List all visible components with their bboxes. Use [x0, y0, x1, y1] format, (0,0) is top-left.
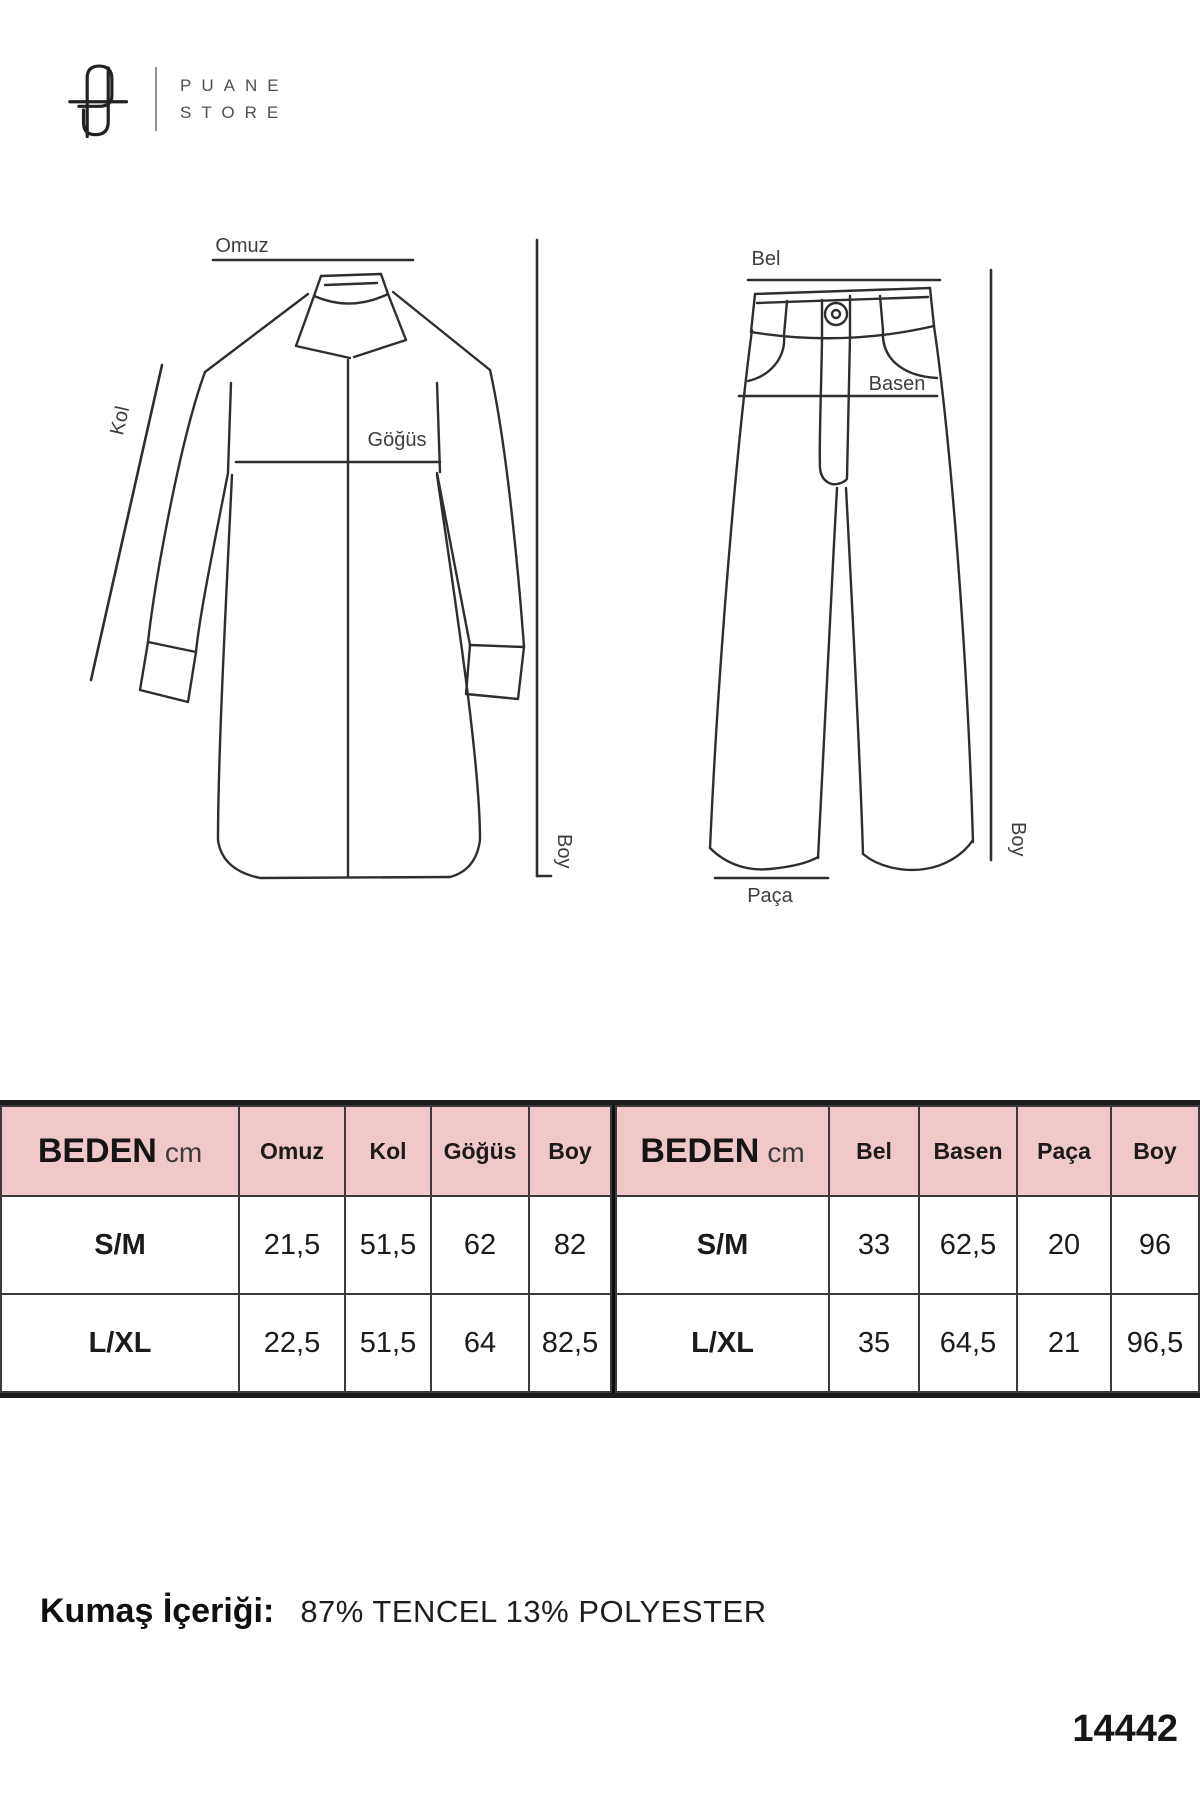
value-cell: 21 — [1017, 1294, 1111, 1392]
fabric-content-label: Kumaş İçeriği: — [40, 1592, 275, 1630]
shirt-outline — [140, 274, 524, 878]
pants-col-boy: Boy — [1111, 1106, 1199, 1196]
pants-size-header-cell — [616, 1106, 829, 1196]
value-cell: 96 — [1111, 1196, 1199, 1294]
value-cell: 35 — [829, 1294, 919, 1392]
shirt-gogus-label: Göğüs — [367, 429, 427, 451]
value-cell: 64 — [431, 1294, 529, 1392]
size-label: S/M — [1, 1196, 239, 1294]
pants-outline — [710, 288, 973, 870]
pants-bel-label: Bel — [751, 248, 781, 270]
brand-name-line1: PUANE — [180, 76, 289, 95]
shirt-col-boy: Boy — [529, 1106, 611, 1196]
value-cell: 22,5 — [239, 1294, 345, 1392]
value-cell: 33 — [829, 1196, 919, 1294]
pants-col-basen: Basen — [919, 1106, 1017, 1196]
product-code: 14442 — [1072, 1708, 1178, 1750]
shirt-boy-label: Boy — [553, 834, 575, 869]
pants-measure-lines — [715, 270, 991, 878]
brand-name-line2: STORE — [180, 103, 289, 122]
fabric-content — [40, 1592, 767, 1631]
brand-logo — [68, 56, 289, 142]
size-tables — [0, 1100, 1200, 1398]
pants-paca-label: Paça — [747, 885, 793, 907]
shirt-omuz-label: Omuz — [215, 235, 269, 257]
value-cell: 82 — [529, 1196, 611, 1294]
value-cell: 64,5 — [919, 1294, 1017, 1392]
pants-row-sm — [616, 1196, 1199, 1294]
value-cell: 82,5 — [529, 1294, 611, 1392]
value-cell: 96,5 — [1111, 1294, 1199, 1392]
shirt-col-gogus: Göğüs — [431, 1106, 529, 1196]
value-cell: 51,5 — [345, 1294, 431, 1392]
value-cell: 51,5 — [345, 1196, 431, 1294]
fabric-content-value: 87% TENCEL 13% POLYESTER — [300, 1594, 767, 1629]
cm-label: cm — [767, 1136, 805, 1168]
pants-diagram — [560, 190, 1030, 910]
pants-basen-label: Basen — [868, 373, 926, 395]
pants-boy-label: Boy — [1007, 822, 1029, 857]
pants-col-bel: Bel — [829, 1106, 919, 1196]
shirt-table-header-row — [1, 1106, 611, 1196]
shirt-row-sm — [1, 1196, 611, 1294]
value-cell: 62,5 — [919, 1196, 1017, 1294]
shirt-kol-label: Kol — [106, 404, 135, 438]
shirt-size-header-cell — [1, 1106, 239, 1196]
value-cell: 21,5 — [239, 1196, 345, 1294]
size-label: L/XL — [616, 1294, 829, 1392]
size-label: L/XL — [1, 1294, 239, 1392]
brand-wordmark — [180, 77, 289, 121]
beden-label: BEDEN — [37, 1131, 157, 1170]
size-label: S/M — [616, 1196, 829, 1294]
value-cell: 62 — [431, 1196, 529, 1294]
logo-divider — [155, 67, 157, 131]
pants-table-header-row — [616, 1106, 1199, 1196]
pants-col-paca: Paça — [1017, 1106, 1111, 1196]
shirt-diagram — [60, 200, 580, 900]
value-cell: 20 — [1017, 1196, 1111, 1294]
pj-monogram-icon — [68, 56, 132, 142]
shirt-size-table — [0, 1105, 612, 1393]
beden-label: BEDEN — [640, 1131, 760, 1170]
pants-row-lxl — [616, 1294, 1199, 1392]
shirt-row-lxl — [1, 1294, 611, 1392]
shirt-col-omuz: Omuz — [239, 1106, 345, 1196]
shirt-col-kol: Kol — [345, 1106, 431, 1196]
pants-size-table — [615, 1105, 1200, 1393]
cm-label: cm — [164, 1136, 203, 1168]
